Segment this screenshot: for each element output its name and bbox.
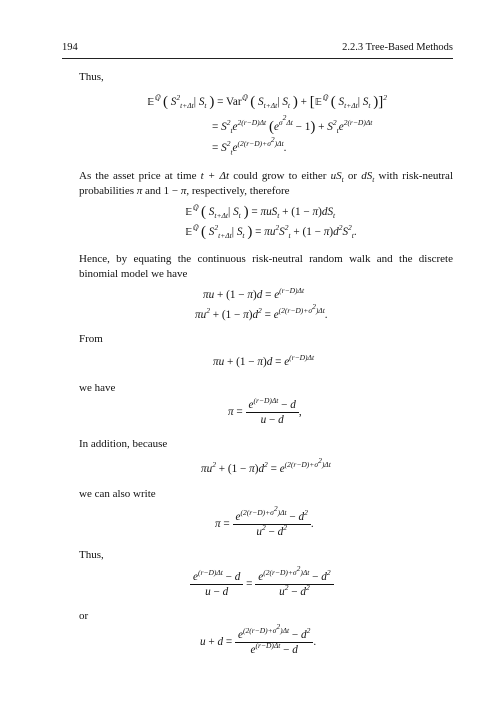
- paragraph-also-write: we can also write: [79, 488, 156, 500]
- equation-match-1: $\pi u + (1 - \pi)d = e^{(r-D)\Delta t}$: [203, 285, 305, 301]
- equation-variance-3: = $S^2_te^{(2(r-D)+\sigma^2)\Delta t}$.: [212, 134, 287, 157]
- paragraph-we-have: we have: [79, 382, 116, 394]
- equation-match-2: $\pi u^2 + (1 - \pi)d^2 = e^{(2(r-D)+\sigma^2)\Delta t}$.: [195, 301, 328, 322]
- paragraph-thus-1: Thus,: [79, 71, 104, 83]
- equation-from: $\pi u + (1 - \pi)d = e^{(r-D)\Delta t}$: [213, 352, 315, 368]
- equation-because: $\pi u^2 + (1 - \pi)d^2 = e^{(2(r-D)+\sigma^2)\Delta t}$: [201, 455, 331, 476]
- paragraph-thus-2: Thus,: [79, 549, 104, 561]
- page-header: [62, 42, 453, 53]
- paragraph-asset-price: As the asset price at time t + Δt could grow to either $uS_t$ or $dS_t$ with risk-neutral probabilities π and 1 − π, respectively, therefore: [79, 170, 453, 197]
- equation-binomial-2: 𝔼$^ℚ$ ( $S^2_{t+\Delta t}|$ $S_t$ ) = $\pi u^2S^2_t + (1 - \pi)d^2S^2_t$.: [185, 222, 357, 241]
- equation-u-plus-d: u + d = $\frac{e^{(2(r-D)+\sigma^2)\Delta t} - d^2}{e^{(r-D)\Delta t} - d}$ .: [200, 621, 317, 657]
- header-rule: [62, 58, 453, 59]
- equation-variance-1: 𝔼$^ℚ$ ( $S^2_{t+\Delta t}|$ $S_t$ ) = Var$^ℚ$ ( $S_{t+\Delta t}|$ $S_t$ ) + [𝔼$^ℚ$ ( $S_{t+\Delta t}|$ $S_t$ )]$^2$: [147, 92, 388, 111]
- equation-pi-1: π = $\frac{e^{(r-D)\Delta t} - d}{u - d}$ ,: [228, 395, 302, 426]
- paragraph-or: or: [79, 610, 89, 622]
- equation-variance-2: = $S^2_te^{2(r-D)\Delta t}$ $(e^{\sigma^2\Delta t} - 1) + S^2_te^{2(r-D)\Delta t}$: [212, 113, 373, 136]
- paragraph-from: From: [79, 333, 103, 345]
- equation-binomial-1: 𝔼$^ℚ$ ( $S_{t+\Delta t}|$ $S_t$ ) = $\pi uS_t + (1 - \pi)dS_t$: [185, 202, 336, 221]
- paragraph-hence: Hence, by equating the continuous risk-neutral random walk and the discrete binomial model we have: [79, 253, 453, 280]
- page-number: 194: [62, 42, 78, 53]
- equation-equate: $\frac{e^{(r-D)\Delta t} - d}{u - d}$ = $\frac{e^{(2(r-D)+\sigma^2)\Delta t} - d^2}{u^2 - d^2}$: [190, 570, 334, 599]
- paragraph-in-addition: In addition, because: [79, 438, 168, 450]
- equation-pi-2: π = $\frac{e^{(2(r-D)+\sigma^2)\Delta t} - d^2}{u^2 - d^2}$ .: [215, 503, 314, 539]
- section-title: 2.2.3 Tree-Based Methods: [342, 42, 453, 53]
